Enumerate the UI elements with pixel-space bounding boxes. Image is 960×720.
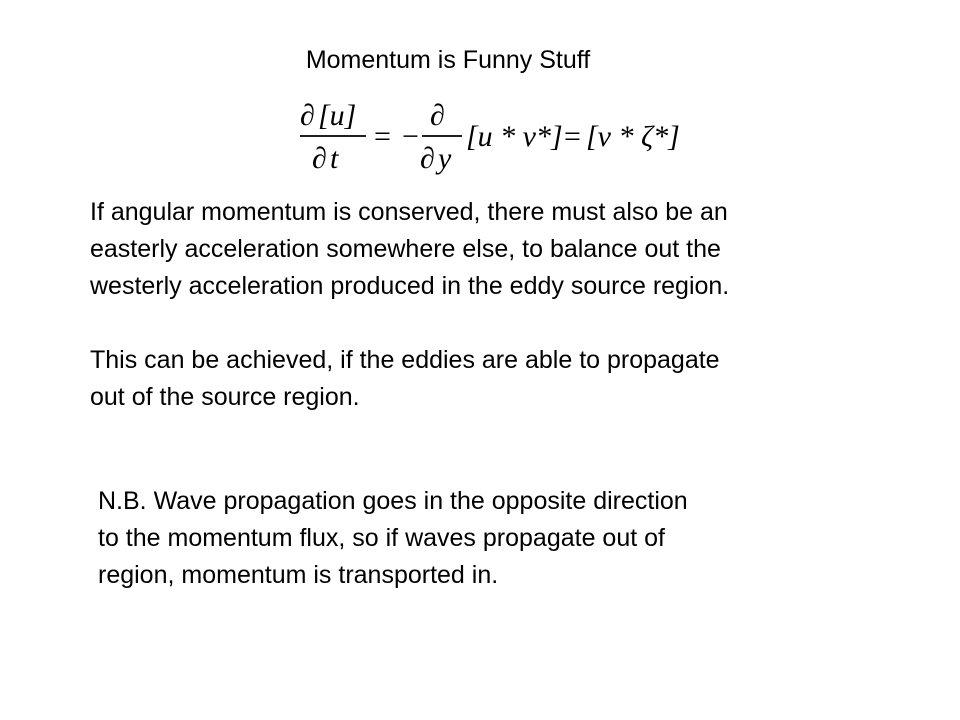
partial-symbol-denominator-left: ∂ bbox=[312, 142, 327, 175]
paragraph-line: to the momentum flux, so if waves propagate out of bbox=[98, 524, 665, 552]
partial-symbol-numerator-middle: ∂ bbox=[430, 99, 445, 132]
equals-sign-2: = bbox=[564, 120, 581, 153]
paragraph-propagation bbox=[90, 342, 920, 416]
paragraph-note bbox=[98, 483, 918, 594]
paragraph-line: If angular momentum is conserved, there must also be an bbox=[90, 198, 728, 226]
equation-graphic bbox=[296, 92, 680, 182]
momentum-equation bbox=[296, 92, 680, 182]
eddy-momentum-flux-term: [u * v*] bbox=[466, 120, 563, 153]
paragraph-line: easterly acceleration somewhere else, to balance out the bbox=[90, 235, 721, 263]
paragraph-line: N.B. Wave propagation goes in the opposite direction bbox=[98, 487, 688, 515]
partial-symbol-numerator-left: ∂ bbox=[300, 99, 315, 132]
numerator-u: [u] bbox=[318, 99, 357, 132]
equals-sign-1: = bbox=[374, 120, 391, 153]
paragraph-angular-momentum bbox=[90, 194, 920, 305]
paragraph-line: This can be achieved, if the eddies are able to propagate bbox=[90, 346, 720, 374]
fraction-d-dy bbox=[420, 99, 462, 175]
paragraph-line: westerly acceleration produced in the eddy source region. bbox=[90, 272, 730, 300]
partial-symbol-denominator-middle: ∂ bbox=[420, 142, 435, 175]
vorticity-flux-term: [v * ζ*] bbox=[586, 120, 680, 153]
slide-title-text: Momentum is Funny Stuff bbox=[305, 46, 591, 74]
minus-sign: − bbox=[402, 120, 419, 153]
paragraph-line: out of the source region. bbox=[90, 383, 360, 411]
paragraph-line: region, momentum is transported in. bbox=[98, 561, 499, 589]
fraction-du-dt bbox=[300, 99, 366, 175]
denominator-t: t bbox=[330, 142, 339, 175]
slide-title bbox=[0, 46, 960, 75]
denominator-y: y bbox=[438, 142, 452, 175]
